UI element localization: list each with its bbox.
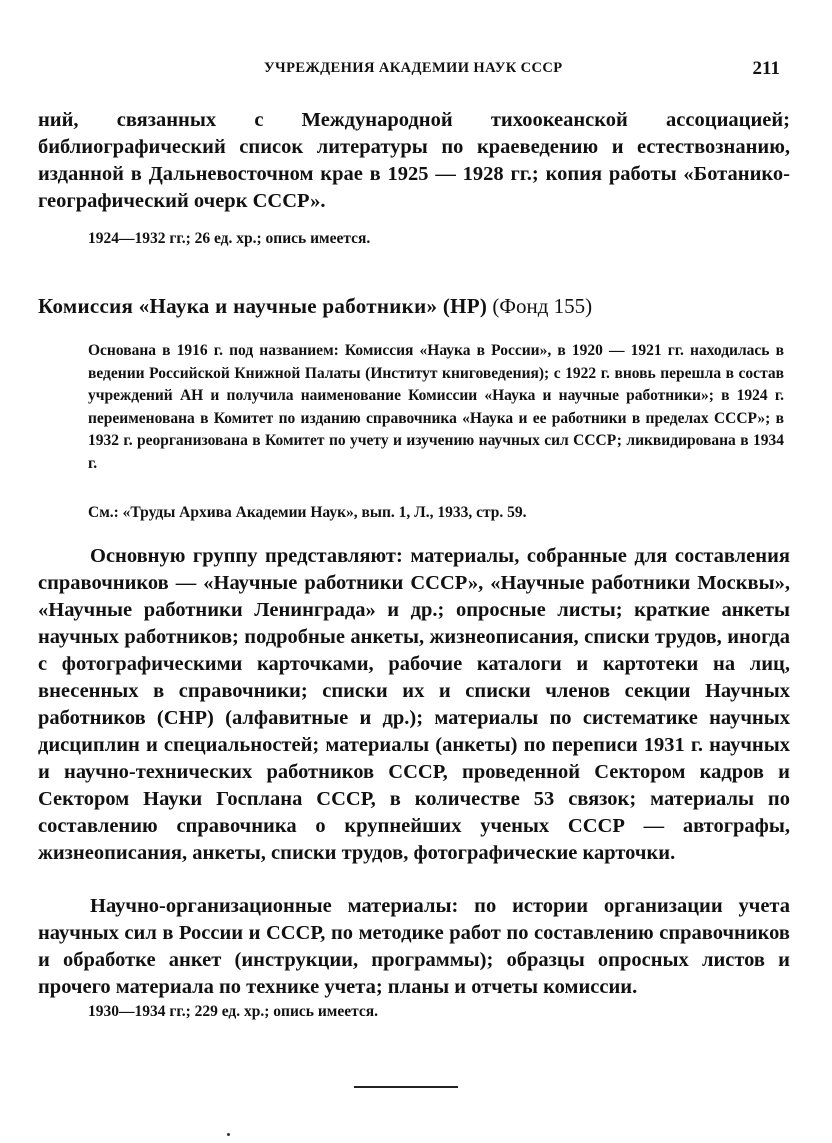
archive-extent-note: 1924—1932 гг.; 26 ед. хр.; опись имеется. [88,230,371,247]
section-extent-note: 1930—1934 гг.; 229 ед. хр.; опись имеется. [88,1003,379,1020]
institution-history: Основана в 1916 г. под названием: Комиссия «Наука в России», в 1920 — 1921 гг. находилась в ведении Российской Книжной Палаты (Институт книговедения); с 1922 г. вновь перешла в состав учреждений АН и получила наименование Комиссии «Наука и научные работники»; в 1924 г. переименована в Комитет по изданию справочника «Наука и ее работники в пределах СССР»; в 1932 г. реорганизована в Комитет по учету и изучению научных сил СССР; ликвидирована в 1934 г. [88,342,784,472]
materials-paragraph: Основную группу представляют: материалы, собранные для составления справочников — «Научные работники СССР», «Научные работники Москвы», «Научные работники Ленинграда» и др.; опросные листы; краткие анкеты научных работников; подробные анкеты, жизнеописания, списки трудов, иногда с фотографическими карточками, рабочие каталоги и картотеки на лиц, внесенных в справочники; списки их и списки членов секции Научных работников (СНР) (алфавитные и др.); материалы по систематике научных дисциплин и специальностей; материалы (анкеты) по переписи 1931 г. научных и научно-технических работников СССР, проведенной Сектором кадров и Сектором Науки Госплана СССР, в количестве 53 связок; материалы по составлению справочника о крупнейших ученых СССР — автографы, жизнеописания, анкеты, списки трудов, фотографические карточки. [38,545,790,864]
page-number: 211 [752,58,780,79]
running-title: УЧРЕЖДЕНИЯ АКАДЕМИИ НАУК СССР [264,60,563,76]
bibliographic-reference: См.: «Труды Архива Академии Наук», вып. 1, Л., 1933, стр. 59. [88,504,527,521]
continuation-paragraph: ний, связанных с Международной тихоокеанской ассоциацией; библиографический список литературы по краеведению и естествознанию, изданной в Дальневосточном крае в 1925 — 1928 гг.; копия работы «Ботанико-географический очерк СССР». [38,109,790,212]
organizational-materials-paragraph: Научно-организационные материалы: по истории организации учета научных сил в России и СССР, по методике работ по составлению справочников и обработке анкет (инструкции, программы); образцы опросных листов и прочего материала по технике учета; планы и отчеты комиссии. [38,895,790,998]
fond-number: (Фонд 155) [492,294,593,318]
running-header [88,58,788,82]
footer-rule [354,1086,458,1088]
print-speck [227,1133,230,1136]
section-heading [38,294,592,319]
section-title: Комиссия «Наука и научные работники» (НР) [38,294,488,318]
